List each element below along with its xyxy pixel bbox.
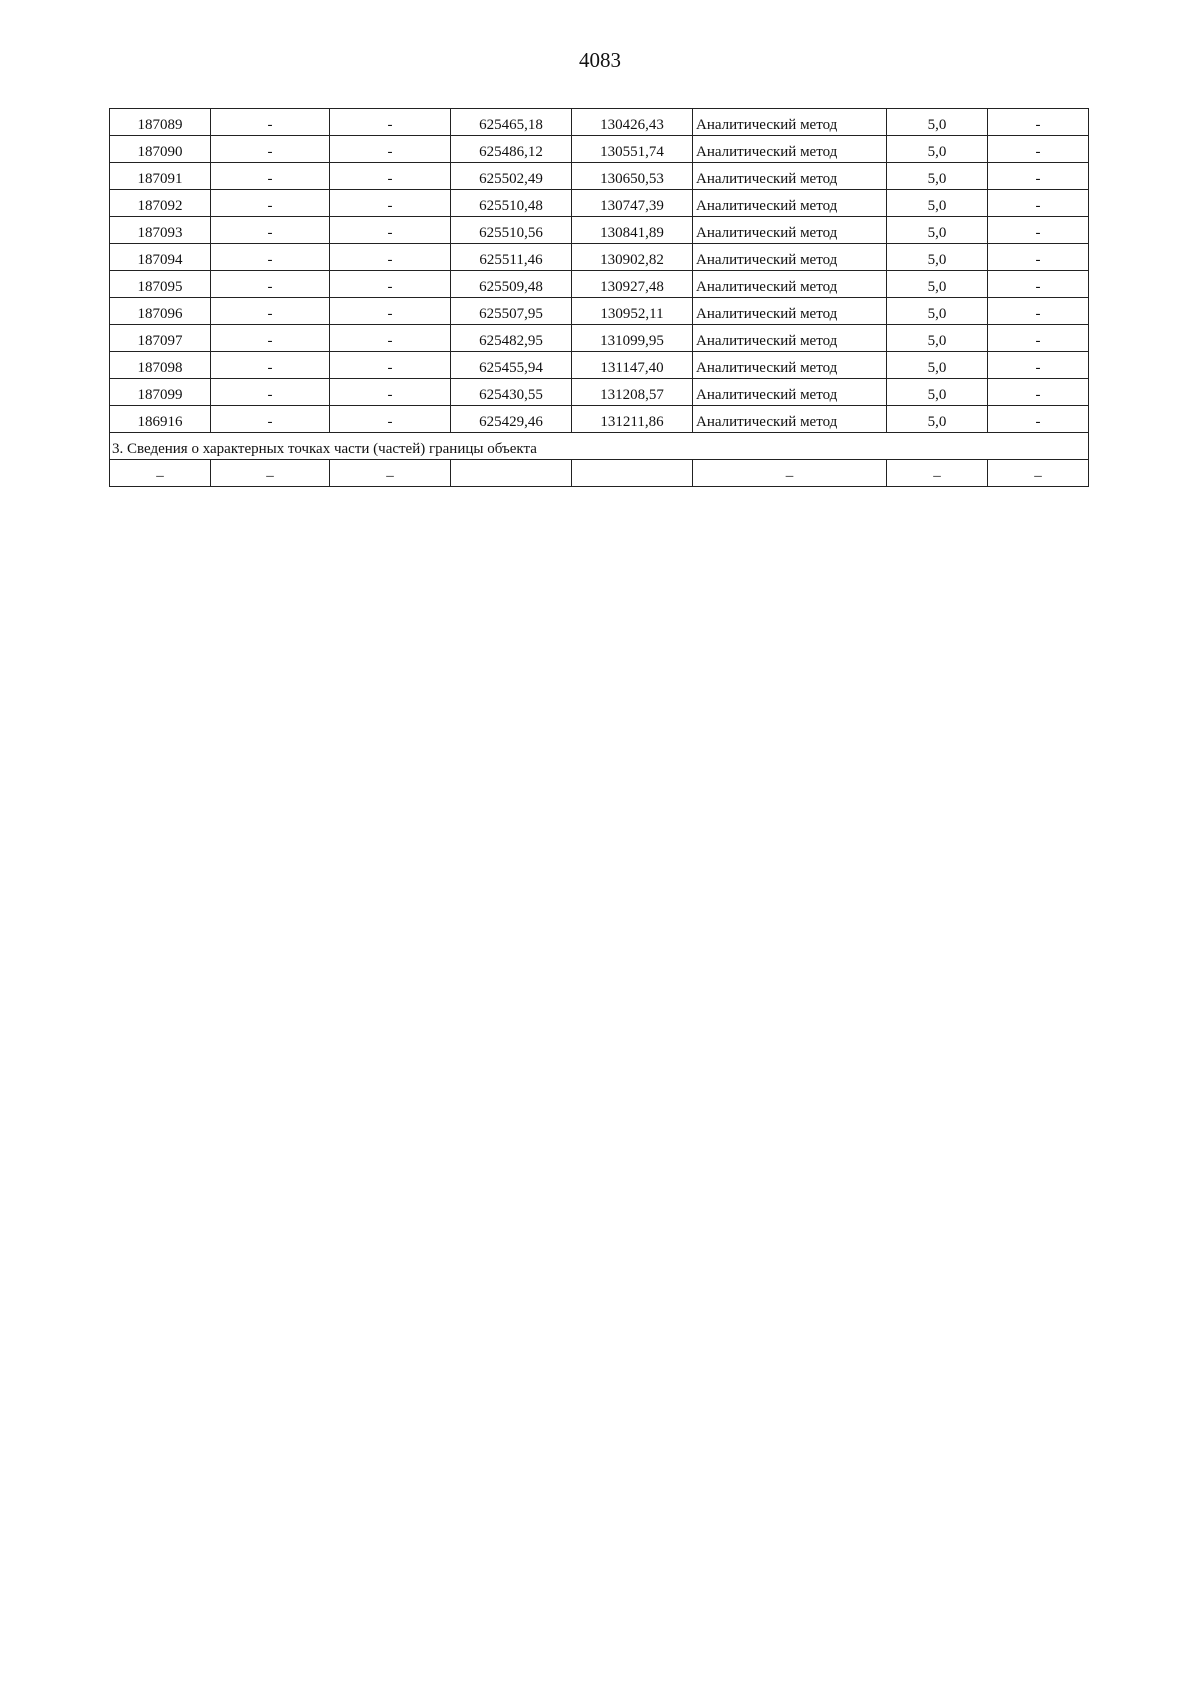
old-x-cell: - <box>211 244 330 271</box>
method-cell: Аналитический метод <box>693 298 887 325</box>
accuracy-cell: 5,0 <box>887 271 988 298</box>
old-x-cell: - <box>211 325 330 352</box>
y-coordinate-cell: 130902,82 <box>572 244 693 271</box>
point-number-cell: 187098 <box>110 352 211 379</box>
accuracy-cell: 5,0 <box>887 379 988 406</box>
y-coordinate-cell: 131099,95 <box>572 325 693 352</box>
old-y-cell: - <box>330 109 451 136</box>
accuracy-cell: 5,0 <box>887 406 988 433</box>
accuracy-cell: 5,0 <box>887 352 988 379</box>
old-x-cell: - <box>211 406 330 433</box>
method-cell: Аналитический метод <box>693 136 887 163</box>
old-y-cell: - <box>330 163 451 190</box>
table-row <box>110 163 1089 190</box>
method-cell: Аналитический метод <box>693 244 887 271</box>
point-number-cell: – <box>110 460 211 487</box>
x-coordinate-cell: 625509,48 <box>451 271 572 298</box>
point-number-cell: 187095 <box>110 271 211 298</box>
old-y-cell: – <box>330 460 451 487</box>
table-row-empty <box>110 460 1089 487</box>
section-title: 3. Сведения о характерных точках части (частей) границы объекта <box>110 433 1089 460</box>
old-y-cell: - <box>330 136 451 163</box>
method-cell: Аналитический метод <box>693 163 887 190</box>
old-x-cell: - <box>211 352 330 379</box>
method-cell: Аналитический метод <box>693 271 887 298</box>
table-row <box>110 325 1089 352</box>
old-y-cell: - <box>330 406 451 433</box>
page-number: 4083 <box>579 48 621 72</box>
x-coordinate-cell: 625455,94 <box>451 352 572 379</box>
description-cell: - <box>988 352 1089 379</box>
table-row <box>110 217 1089 244</box>
description-cell: - <box>988 379 1089 406</box>
method-cell: – <box>693 460 887 487</box>
point-number-cell: 187096 <box>110 298 211 325</box>
y-coordinate-cell: 130927,48 <box>572 271 693 298</box>
table-row <box>110 271 1089 298</box>
y-coordinate-cell: 130841,89 <box>572 217 693 244</box>
method-cell: Аналитический метод <box>693 406 887 433</box>
old-y-cell: - <box>330 244 451 271</box>
old-y-cell: - <box>330 379 451 406</box>
y-coordinate-cell: 130426,43 <box>572 109 693 136</box>
accuracy-cell: 5,0 <box>887 325 988 352</box>
method-cell: Аналитический метод <box>693 379 887 406</box>
description-cell: - <box>988 190 1089 217</box>
accuracy-cell: 5,0 <box>887 190 988 217</box>
y-coordinate-cell: 130952,11 <box>572 298 693 325</box>
x-coordinate-cell: 625510,56 <box>451 217 572 244</box>
description-cell: - <box>988 109 1089 136</box>
old-y-cell: - <box>330 271 451 298</box>
accuracy-cell: 5,0 <box>887 136 988 163</box>
old-y-cell: - <box>330 190 451 217</box>
method-cell: Аналитический метод <box>693 325 887 352</box>
point-number-cell: 187093 <box>110 217 211 244</box>
x-coordinate-cell: 625510,48 <box>451 190 572 217</box>
table-row <box>110 406 1089 433</box>
point-number-cell: 187094 <box>110 244 211 271</box>
x-coordinate-cell: 625486,12 <box>451 136 572 163</box>
old-x-cell: - <box>211 163 330 190</box>
point-number-cell: 187090 <box>110 136 211 163</box>
x-coordinate-cell: 625465,18 <box>451 109 572 136</box>
point-number-cell: 187099 <box>110 379 211 406</box>
description-cell: - <box>988 325 1089 352</box>
x-coordinate-cell <box>451 460 572 487</box>
point-number-cell: 187089 <box>110 109 211 136</box>
y-coordinate-cell: 130551,74 <box>572 136 693 163</box>
accuracy-cell: – <box>887 460 988 487</box>
accuracy-cell: 5,0 <box>887 244 988 271</box>
method-cell: Аналитический метод <box>693 217 887 244</box>
old-x-cell: – <box>211 460 330 487</box>
old-x-cell: - <box>211 190 330 217</box>
old-y-cell: - <box>330 352 451 379</box>
accuracy-cell: 5,0 <box>887 109 988 136</box>
table-row <box>110 109 1089 136</box>
point-number-cell: 187097 <box>110 325 211 352</box>
x-coordinate-cell: 625507,95 <box>451 298 572 325</box>
section-header-row <box>110 433 1089 460</box>
table-row <box>110 136 1089 163</box>
description-cell: - <box>988 406 1089 433</box>
old-x-cell: - <box>211 109 330 136</box>
table-row <box>110 244 1089 271</box>
table-body <box>110 109 1089 487</box>
y-coordinate-cell: 130650,53 <box>572 163 693 190</box>
old-x-cell: - <box>211 271 330 298</box>
old-y-cell: - <box>330 217 451 244</box>
y-coordinate-cell: 131147,40 <box>572 352 693 379</box>
x-coordinate-cell: 625430,55 <box>451 379 572 406</box>
old-x-cell: - <box>211 379 330 406</box>
old-x-cell: - <box>211 217 330 244</box>
table-row <box>110 190 1089 217</box>
old-y-cell: - <box>330 298 451 325</box>
x-coordinate-cell: 625482,95 <box>451 325 572 352</box>
y-coordinate-cell: 130747,39 <box>572 190 693 217</box>
description-cell: – <box>988 460 1089 487</box>
table-row <box>110 298 1089 325</box>
table-row <box>110 379 1089 406</box>
accuracy-cell: 5,0 <box>887 163 988 190</box>
y-coordinate-cell <box>572 460 693 487</box>
description-cell: - <box>988 244 1089 271</box>
old-x-cell: - <box>211 136 330 163</box>
y-coordinate-cell: 131211,86 <box>572 406 693 433</box>
old-y-cell: - <box>330 325 451 352</box>
description-cell: - <box>988 217 1089 244</box>
old-x-cell: - <box>211 298 330 325</box>
point-number-cell: 186916 <box>110 406 211 433</box>
accuracy-cell: 5,0 <box>887 298 988 325</box>
description-cell: - <box>988 136 1089 163</box>
table-row <box>110 352 1089 379</box>
method-cell: Аналитический метод <box>693 109 887 136</box>
point-number-cell: 187091 <box>110 163 211 190</box>
x-coordinate-cell: 625429,46 <box>451 406 572 433</box>
x-coordinate-cell: 625502,49 <box>451 163 572 190</box>
point-number-cell: 187092 <box>110 190 211 217</box>
method-cell: Аналитический метод <box>693 190 887 217</box>
x-coordinate-cell: 625511,46 <box>451 244 572 271</box>
description-cell: - <box>988 163 1089 190</box>
description-cell: - <box>988 298 1089 325</box>
y-coordinate-cell: 131208,57 <box>572 379 693 406</box>
description-cell: - <box>988 271 1089 298</box>
accuracy-cell: 5,0 <box>887 217 988 244</box>
boundary-points-table <box>109 108 1089 487</box>
method-cell: Аналитический метод <box>693 352 887 379</box>
